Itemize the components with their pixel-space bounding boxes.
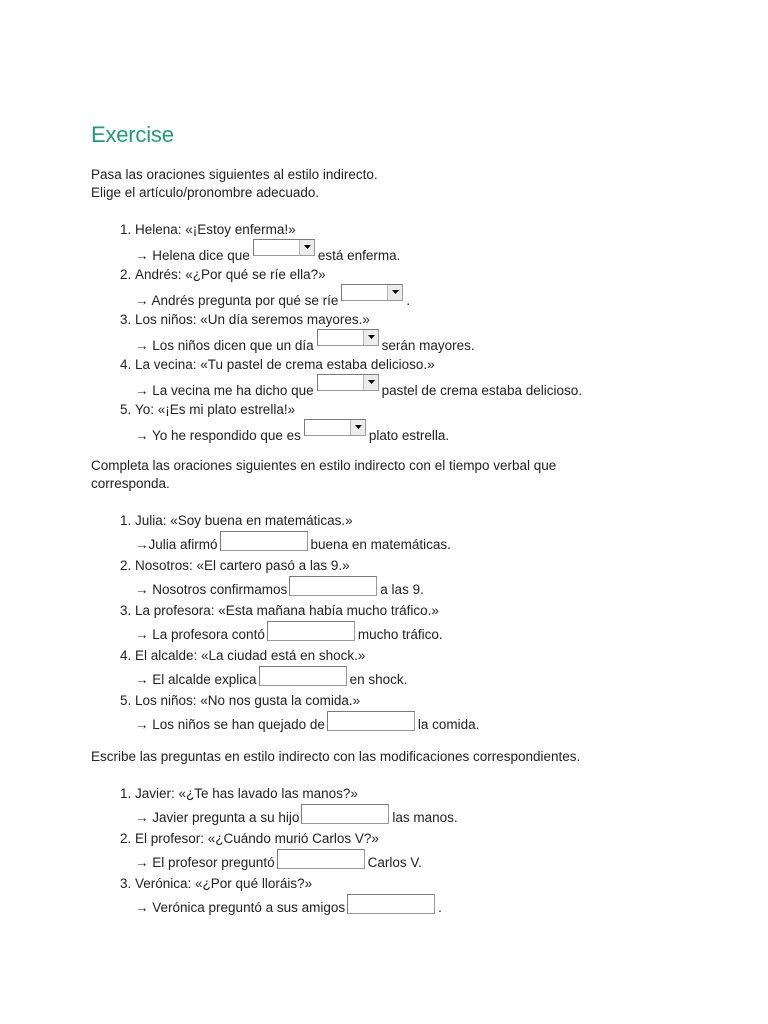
answer-input[interactable] [259,666,347,686]
answer-input[interactable] [267,621,355,641]
exercise-item [135,784,731,829]
exercise-item [135,601,731,646]
exercise-answer-line [135,239,731,265]
chevron-down-icon [355,425,362,429]
exercise-question: 2. Andrés: «¿Por qué se ríe ella?» [135,267,326,282]
exercise-answer-line [135,419,731,445]
answer-text-after: en shock. [349,672,408,687]
answer-dropdown[interactable] [304,419,366,436]
section1-list [91,220,731,445]
answer-text-before: → Verónica preguntó a sus amigos [135,900,346,915]
answer-text-after: la comida. [417,717,480,732]
exercise-item [135,265,731,310]
exercise-answer-line [135,374,731,400]
answer-text-before: → Helena dice que [135,248,250,263]
answer-input[interactable] [347,894,435,914]
exercise-answer-line [135,284,731,310]
exercise-item [135,829,731,874]
answer-text-after: está enferma. [317,248,401,263]
answer-text-before: → Javier pregunta a su hijo [135,810,300,825]
answer-dropdown[interactable] [341,284,403,301]
answer-input[interactable] [220,531,308,551]
exercise-answer-line [135,665,731,691]
answer-input[interactable] [327,711,415,731]
section2-instruction-line1: Completa las oraciones siguientes en estilo indirecto con el tiempo verbal que [91,458,557,473]
chevron-down-icon [368,335,375,339]
answer-text-after: serán mayores. [381,338,475,353]
answer-text-before: → La profesora contó [135,627,265,642]
dropdown-arrow-button[interactable] [350,420,365,435]
exercise-question: 5. Yo: «¡Es mi plato estrella!» [135,402,296,417]
exercise-question: 4. El alcalde: «La ciudad está en shock.» [135,648,366,663]
exercise-question: 2. Nosotros: «El cartero pasó a las 9.» [135,558,350,573]
chevron-down-icon [392,290,399,294]
exercise-question: 1. Julia: «Soy buena en matemáticas.» [135,513,353,528]
answer-text-after: . [406,293,411,308]
answer-input[interactable] [289,576,377,596]
chevron-down-icon [368,380,375,384]
exercise-question: 5. Los niños: «No nos gusta la comida.» [135,693,361,708]
exercise-answer-line [135,710,731,736]
answer-text-after: las manos. [392,810,458,825]
answer-dropdown[interactable] [253,239,315,256]
answer-text-before: → Los niños dicen que un día [135,338,314,353]
section2-list [91,511,731,736]
answer-text-after: Carlos V. [367,855,422,870]
exercise-question: 2. El profesor: «¿Cuándo murió Carlos V?» [135,831,379,846]
dropdown-arrow-button[interactable] [299,240,314,255]
exercise-item [135,511,731,556]
answer-text-before: → La vecina me ha dicho que [135,383,314,398]
exercise-item [135,691,731,736]
answer-text-after: mucho tráfico. [357,627,443,642]
exercise-question: 4. La vecina: «Tu pastel de crema estaba delicioso.» [135,357,435,372]
exercise-question: 1. Helena: «¡Estoy enferma!» [135,222,296,237]
exercise-question: 3. Los niños: «Un día seremos mayores.» [135,312,370,327]
exercise-item [135,355,731,400]
exercise-item [135,220,731,265]
exercise-item [135,556,731,601]
dropdown-arrow-button[interactable] [363,375,378,390]
section1-instruction-line2: Elige el artículo/pronombre adecuado. [91,185,320,200]
exercise-answer-line [135,575,731,601]
section3-instruction-line1: Escribe las preguntas en estilo indirecto con las modificaciones correspondientes. [91,749,581,764]
answer-text-before: → Andrés pregunta por qué se ríe [135,293,339,308]
answer-dropdown[interactable] [317,374,379,391]
section2-instruction-line2: corresponda. [91,476,170,491]
answer-text-after: plato estrella. [368,428,450,443]
answer-text-before: →Julia afirmó [135,537,218,552]
answer-text-before: → Los niños se han quejado de [135,717,325,732]
exercise-answer-line [135,329,731,355]
section1-instructions [91,166,731,202]
exercise-question: 3. La profesora: «Esta mañana había mucho tráfico.» [135,603,439,618]
exercise-question: 3. Verónica: «¿Por qué lloráis?» [135,876,313,891]
exercise-item [135,646,731,691]
exercise-item [135,400,731,445]
section3-list [91,784,731,919]
dropdown-arrow-button[interactable] [387,285,402,300]
answer-text-before: → El profesor preguntó [135,855,275,870]
answer-text-after: . [438,900,442,915]
exercise-item [135,874,731,919]
answer-text-before: → Yo he respondido que es [135,428,301,443]
section3-instructions [91,748,731,766]
dropdown-arrow-button[interactable] [363,330,378,345]
exercise-page [91,120,731,919]
answer-text-before: → El alcalde explica [135,672,257,687]
section2-instructions [91,457,731,493]
exercise-answer-line [135,893,731,919]
exercise-answer-line [135,848,731,874]
answer-text-after: buena en matemáticas. [310,537,451,552]
exercise-answer-line [135,530,731,556]
answer-text-before: → Nosotros confirmamos [135,582,288,597]
exercise-question: 1. Javier: «¿Te has lavado las manos?» [135,786,358,801]
answer-text-after: a las 9. [380,582,424,597]
answer-input[interactable] [301,804,389,824]
exercise-answer-line [135,803,731,829]
chevron-down-icon [304,245,311,249]
section1-instruction-line1: Pasa las oraciones siguientes al estilo indirecto. [91,167,378,182]
exercise-item [135,310,731,355]
page-title: Exercise [91,122,174,147]
exercise-answer-line [135,620,731,646]
answer-input[interactable] [277,849,365,869]
answer-dropdown[interactable] [317,329,379,346]
answer-text-after: pastel de crema estaba delicioso. [381,383,582,398]
